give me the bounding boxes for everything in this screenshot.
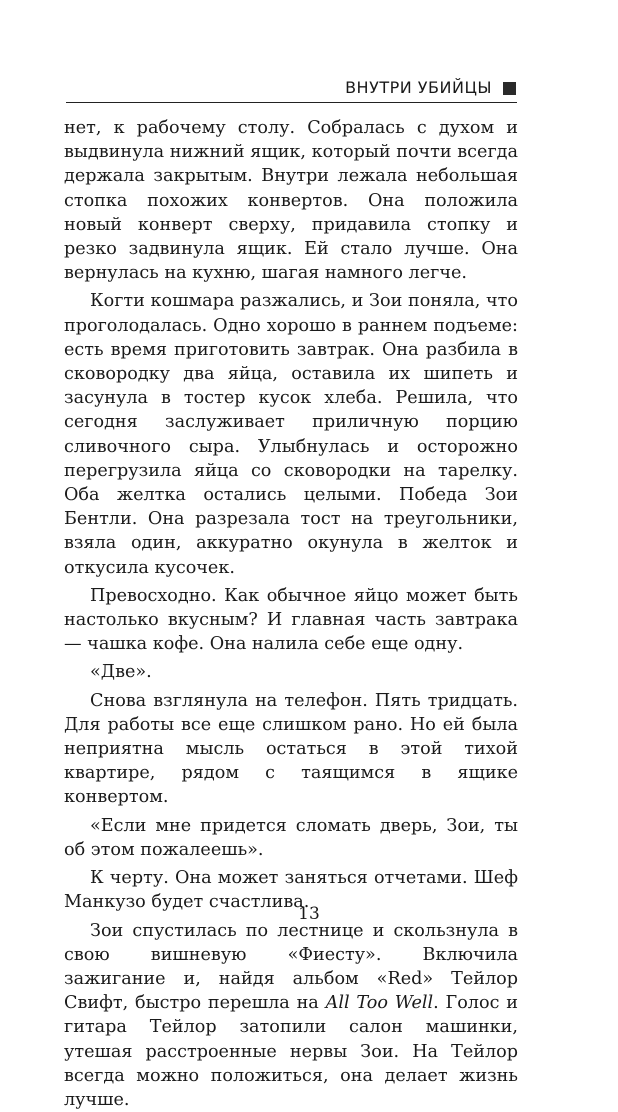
paragraph-text: Зои спустилась по лестнице и скользнула в свою вишневую «Фиесту». Включила зажигание и, найдя альбом «Red» Тейлор Свифт, быстро перешла на <box>64 921 518 1014</box>
paragraph: Когти кошмара разжались, и Зои поняла, что проголодалась. Одно хорошо в раннем подъеме: есть время приготовить завтрак. Она разбила в сковородку два яйца, оставила их шипеть и засунула в тостер кусок хлеба. Решила, что сегодня заслуживает приличную порцию сливочного сыра. Улыбнулась и осторожно перегрузила яйца со сковородки на тарелку. Оба желтка остались целыми. Победа Зои Бентли. Она разрезала тост на треугольники, взяла один, аккуратно окунула в желток и откусила кусочек. <box>64 289 518 579</box>
header-square-marker <box>503 82 516 95</box>
paragraph: «Если мне придется сломать дверь, Зои, ты об этом пожалеешь». <box>64 814 518 862</box>
paragraph-text: . Голос и гитара Тейлор затопили салон машинки, утешая расстроенные нервы Зои. На Тейлор всегда можно положиться, она делает жизнь лучше. <box>64 993 518 1110</box>
paragraph: К черту. Она может заняться отчетами. Шеф Манкузо будет счастлива. <box>64 866 518 914</box>
running-header <box>66 78 518 100</box>
paragraph: «Две». <box>64 660 518 684</box>
paragraph <box>64 919 518 1112</box>
paragraph: Превосходно. Как обычное яйцо может быть настолько вкусным? И главная часть завтрака — чашка кофе. Она налила себе еще одну. <box>64 584 518 657</box>
paragraph: нет, к рабочему столу. Собралась с духом и выдвинула нижний ящик, который почти всегда держала закрытым. Внутри лежала небольшая стопка похожих конвертов. Она положила новый конверт сверху, придавила стопку и резко задвинула ящик. Ей стало лучше. Она вернулась на кухню, шагая намного легче. <box>64 116 518 285</box>
paragraph: Снова взглянула на телефон. Пять тридцать. Для работы все еще слишком рано. Но ей была неприятна мысль остаться в этой тихой квартире, рядом с таящимся в ящике конвертом. <box>64 689 518 810</box>
header-rule <box>66 102 517 103</box>
song-title: All Too Well <box>326 993 434 1013</box>
running-header-title: ВНУТРИ УБИЙЦЫ <box>345 78 492 98</box>
page-number: 13 <box>0 904 618 924</box>
body-text <box>64 116 518 1112</box>
